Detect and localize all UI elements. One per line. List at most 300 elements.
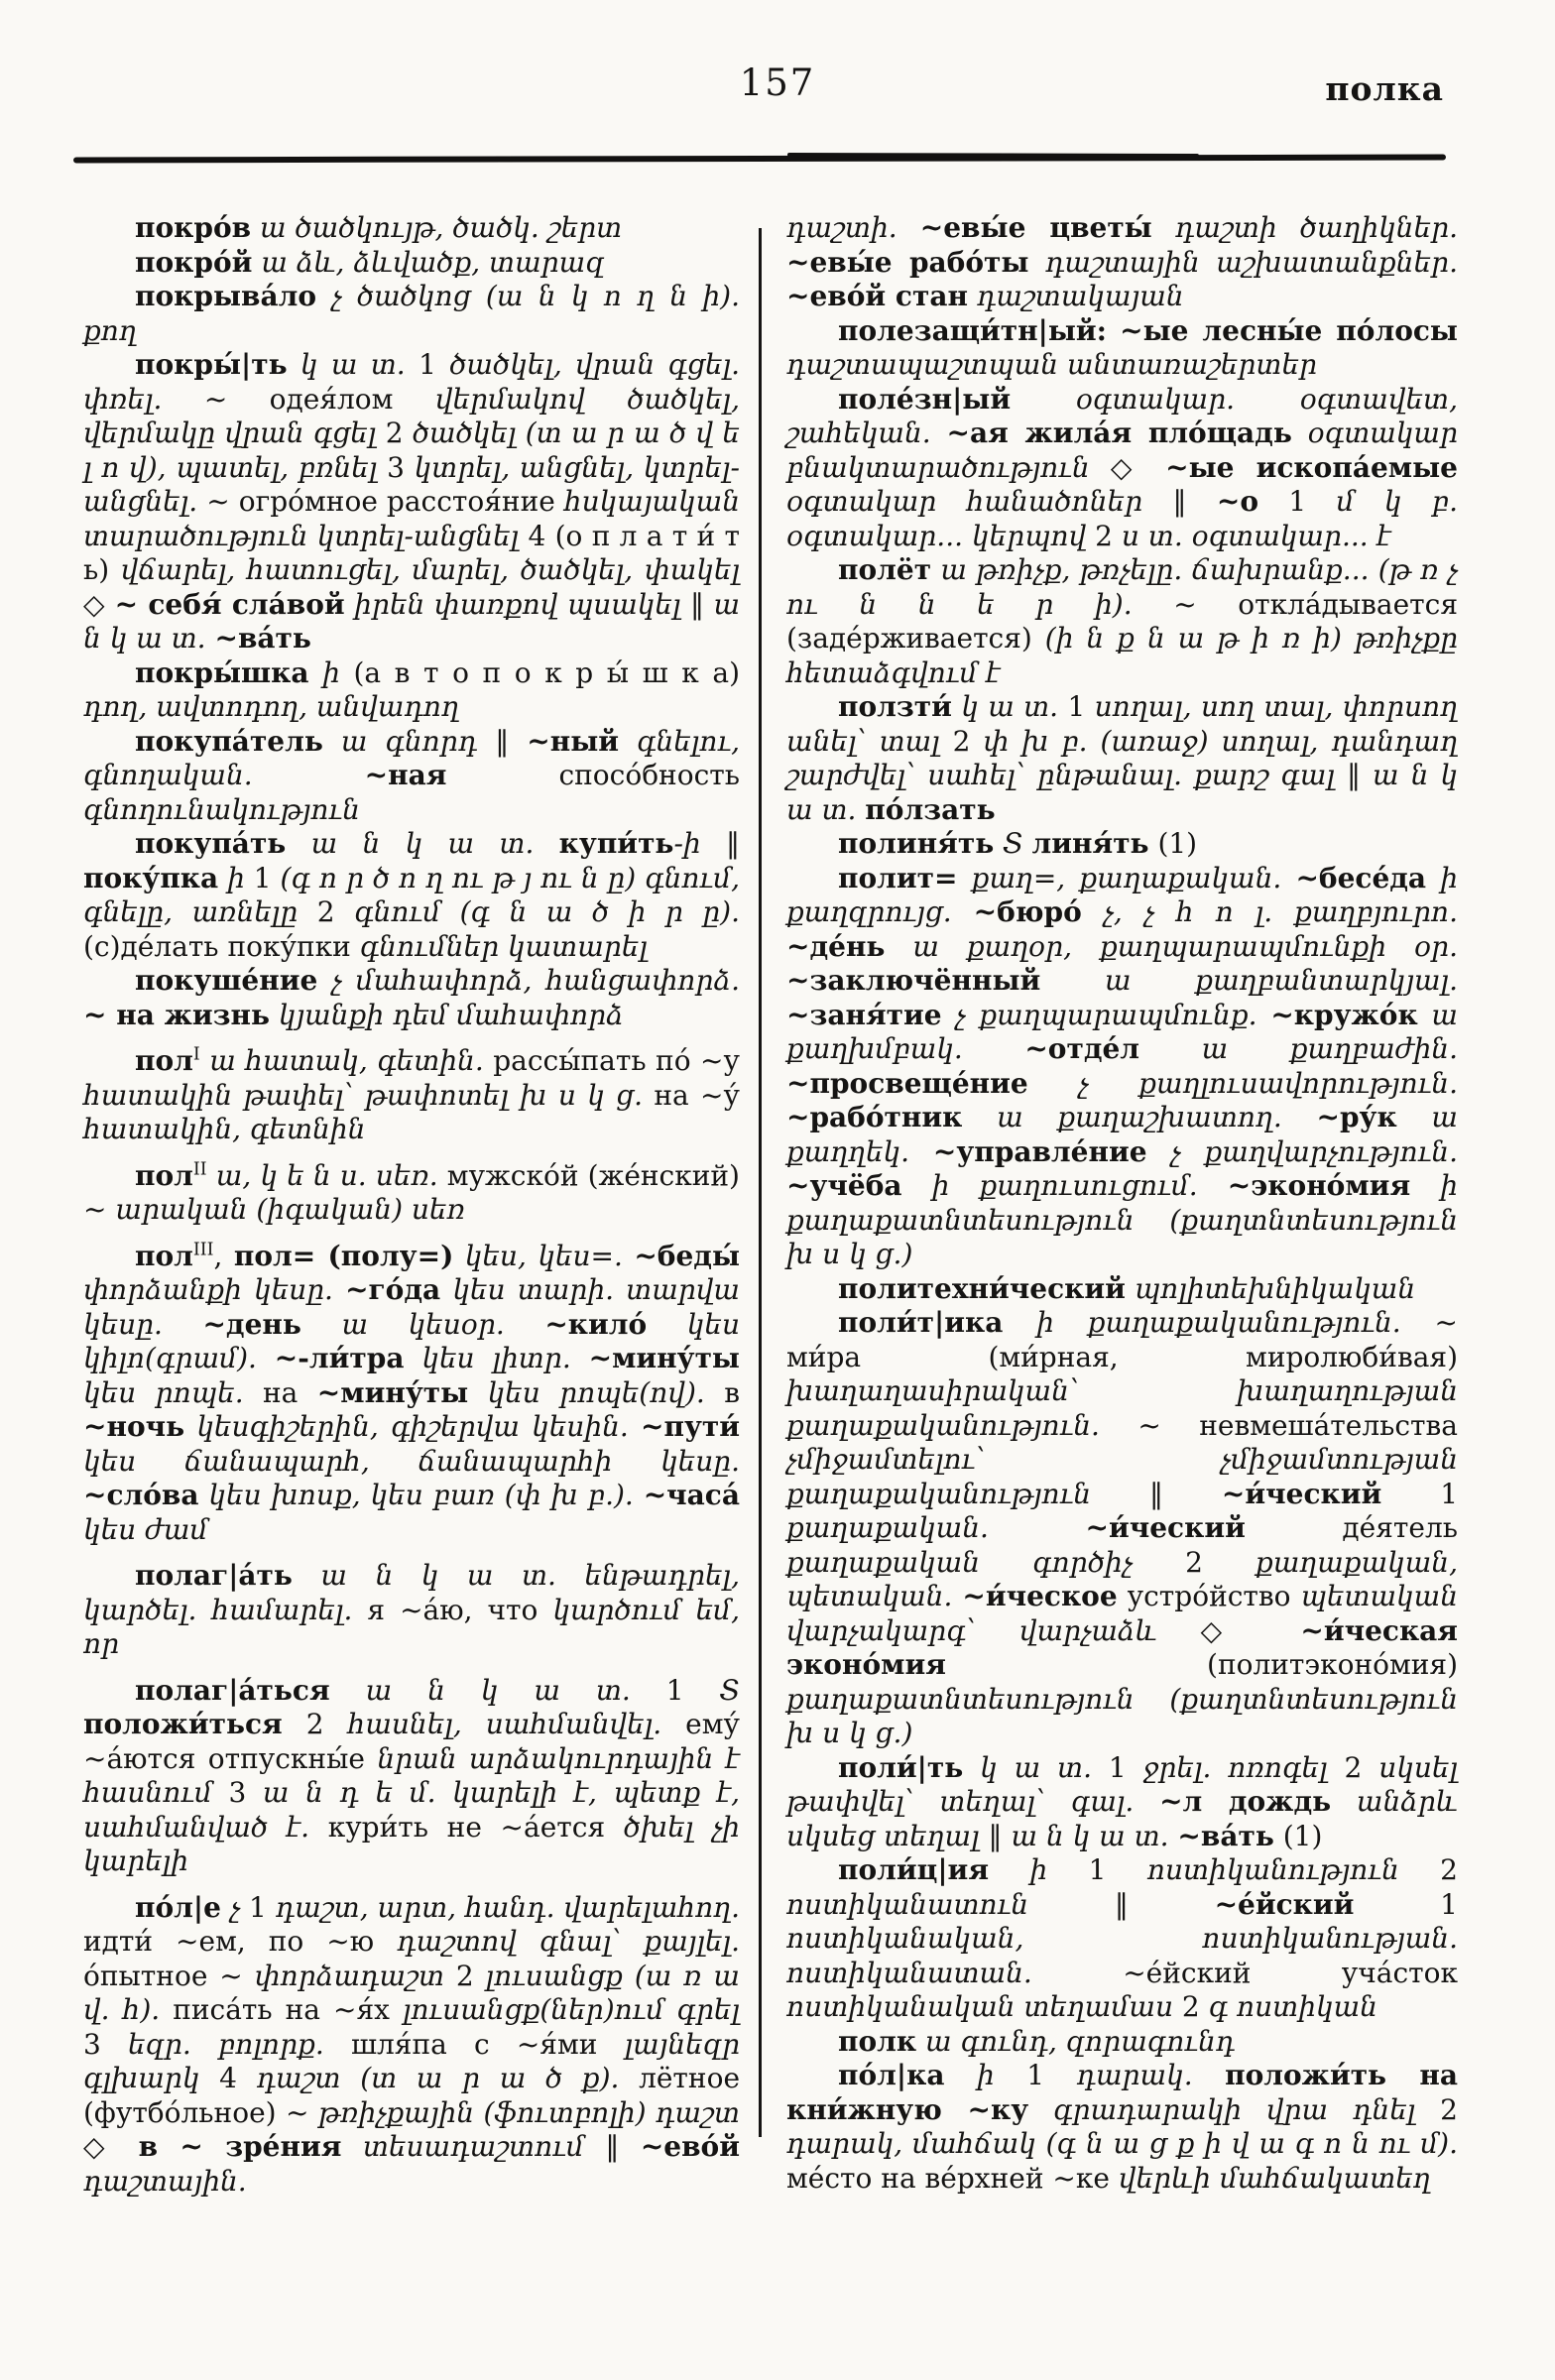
entry-run: ոստիկանատուն xyxy=(786,1887,1115,1921)
entry-run: (1) xyxy=(1148,827,1198,860)
entry-run: ի xyxy=(308,655,354,689)
entry-run: ~ые ископа́емые xyxy=(1165,450,1458,484)
entry-run: ջրել. ոռոգել xyxy=(1142,1750,1345,1784)
entry-run: կ ա տ. xyxy=(963,1750,1109,1784)
entry-run: ~и́ческий xyxy=(1221,1477,1382,1510)
entry-run: կ ա տ. xyxy=(951,690,1068,723)
entry-run: կես ճանապարհ, ճանապարհի կեսը. xyxy=(83,1444,740,1478)
entry-run: կես կիլո(գրամ). xyxy=(83,1307,740,1374)
entry-run: ~день xyxy=(202,1307,301,1341)
entry-run: ա ն կ ա տ. ենթադրել, կարծել. համարել. xyxy=(83,1559,740,1626)
entry-run: положи́ть на кни́жную ~ку xyxy=(786,2059,1459,2126)
entry-run: իրեն փառքով պսակել xyxy=(344,587,690,621)
entry-run: ա ն կ ա տ. xyxy=(786,759,1458,826)
entry-run: ս տ. օգտակար... է xyxy=(1121,519,1391,552)
entry-run: ոստիկանական տեղամաս xyxy=(786,1990,1182,2023)
entry-run: եզր. բոլորք. xyxy=(127,2027,351,2061)
dictionary-entry xyxy=(83,964,740,1032)
entry-run: կես րոպե. xyxy=(83,1375,264,1409)
entry-run: ~отде́л xyxy=(1024,1032,1140,1065)
entry-run: փ խ բ. (առաջ) սողալ, դանդաղ շարժվել՝ սահել՝ ընթանալ. քարշ գալ xyxy=(786,724,1459,791)
entry-run: դաշտային. xyxy=(83,2164,247,2198)
entry-run: տեսադաշտում xyxy=(341,2130,606,2163)
entry-run: չմիջամտելու՝ չմիջամտության քաղաքականություն xyxy=(786,1443,1458,1510)
entry-run: ~мину́ты xyxy=(316,1375,469,1409)
column-divider xyxy=(759,228,762,2137)
entry-run: 2 xyxy=(385,416,413,449)
entry-run: 2 xyxy=(282,1708,348,1740)
dictionary-entry xyxy=(83,348,740,656)
dictionary-entry xyxy=(786,314,1458,383)
entry-run: 4 xyxy=(219,2062,257,2094)
entry-run: 1 xyxy=(1067,690,1095,723)
entry-run: դարակ, մահճակ (գ ն ա ց ք ի վ ա գ ո ն ու մ). xyxy=(786,2127,1458,2160)
entry-run: поку́пка xyxy=(83,861,219,894)
entry-run: թռիչքային (ֆուտբոլի) դաշտ xyxy=(317,2095,740,2129)
entry-run: ~просвеще́ние xyxy=(786,1066,1028,1100)
entry-run: հատակին թափել՝ թափոտել խ ս կ ց. xyxy=(83,1078,655,1112)
entry-run: ա ն կ ա տ. xyxy=(1011,1819,1178,1852)
entry-run: ~ва́ть xyxy=(214,622,311,654)
entry-run: ի xyxy=(989,1853,1089,1886)
entry-run: կտրել, անցնել, կտրել-անցնել. xyxy=(83,450,740,518)
entry-run: 2 xyxy=(1181,1990,1209,2023)
entry-run: չ, չ հ ո լ. քաղբյուրո. xyxy=(1081,895,1458,928)
entry-run: ~рабо́тник xyxy=(786,1101,963,1133)
entry-run: խաղաղասիրական՝ խաղաղության քաղաքականություն. xyxy=(786,1374,1458,1442)
entry-run: линя́ть xyxy=(1031,827,1149,860)
entry-run: ա կեսօր. xyxy=(300,1307,545,1341)
entry-run: կես տարի. տարվա կեսը. xyxy=(83,1273,740,1341)
entry-run: полаг|а́ться xyxy=(135,1673,330,1707)
entry-run: կես լիտր. xyxy=(404,1342,589,1374)
entry-run: покуше́ние xyxy=(135,964,318,997)
entry-run: ի քաղզրույց. xyxy=(786,861,1458,928)
entry-run: ~учёба xyxy=(786,1169,902,1202)
entry-run: վերևի մահճակատեղ xyxy=(1118,2161,1431,2195)
entry-run: ◇ xyxy=(1110,450,1166,484)
entry-run: поли́т|ика xyxy=(838,1306,1004,1339)
entry-run: ~ево́й стан xyxy=(786,280,968,312)
entry-run: ◇ xyxy=(1200,1613,1301,1647)
entry-run: չ քաղպարապմունք. xyxy=(941,998,1271,1031)
entry-run: ա ն դ ե մ. կարելի է, պետք է, սահմանված է. xyxy=(83,1776,740,1844)
entry-run: ~бюро́ xyxy=(973,895,1082,928)
entry-run: գնում (գ ն ա ծ ի ր ը). xyxy=(354,895,741,928)
entry-run: վճարել, հատուցել, մարել, ծածկել, փակել xyxy=(120,553,740,586)
entry-run: Տ xyxy=(719,1673,740,1707)
entry-run: կ ա տ. xyxy=(287,348,419,381)
entry-run: ի քաղաքատնտեսություն (քաղտնտեսություն խ ս կ ց.) xyxy=(786,1169,1458,1270)
dictionary-entry xyxy=(83,280,740,348)
dictionary-entry xyxy=(83,211,740,246)
entry-run: հասնել, սահմանվել. xyxy=(347,1708,686,1740)
entry-run: ~евы́е рабо́ты xyxy=(786,245,1029,279)
entry-run: 1 xyxy=(419,348,450,381)
entry-run: ~заключённый xyxy=(786,964,1041,997)
entry-run: չ քաղվարչություն. xyxy=(1146,1134,1458,1168)
entry-run: положи́ться xyxy=(83,1708,283,1740)
entry-run: արական (իգական) սեռ xyxy=(115,1193,465,1226)
entry-run: ‖ xyxy=(495,724,528,758)
entry-run: ме́сто на ве́рхней ~ке xyxy=(786,2161,1119,2195)
entry-run: пол xyxy=(135,1044,193,1077)
entry-run: չ xyxy=(220,1890,249,1924)
entry-run: սողալ, սող տալ, փորսող անել՝ տալ xyxy=(786,690,1458,758)
entry-run: լայնեզր գլխարկ xyxy=(83,2027,740,2094)
entry-run: II xyxy=(192,1159,207,1180)
entry-run: Տ xyxy=(994,827,1032,860)
entry-run: կեսգիշերին, գիշերվա կեսին. xyxy=(184,1410,641,1443)
entry-run: спосо́бность xyxy=(446,759,740,791)
entry-run: կարծում եմ, որ xyxy=(83,1593,740,1660)
entry-run: ~ ми́ра (ми́рная, миролюби́вая) xyxy=(786,1306,1458,1373)
entry-run: 1 xyxy=(248,1890,276,1924)
dictionary-entry xyxy=(83,827,740,964)
entry-run: покро́й xyxy=(135,245,253,279)
dictionary-entry xyxy=(786,690,1458,827)
entry-run: шля́па с ~я́ми xyxy=(350,2027,625,2061)
entry-run: ա թռիչք, թռչելը. ճախրանք... (թ ռ չ ու ն ն ե ր ի). xyxy=(786,553,1458,621)
entry-run: 2 xyxy=(1344,1750,1379,1784)
dictionary-entry xyxy=(83,1674,740,1879)
entry-run: 2 xyxy=(1185,1545,1256,1579)
entry-run: ~ру́к xyxy=(1316,1101,1397,1133)
dictionary-entry xyxy=(786,553,1458,690)
dictionary-entry xyxy=(786,211,1458,314)
entry-run: չ քաղլուսավորություն. xyxy=(1027,1066,1458,1100)
header-rule xyxy=(73,155,1446,164)
entry-run: ~л дождь xyxy=(1159,1785,1332,1818)
entry-run: ‖ xyxy=(988,1819,1012,1852)
entry-run: դարակ. xyxy=(1076,2059,1226,2091)
entry-run: դաշտ (տ ա ր ա ծ ք). xyxy=(256,2062,640,2094)
entry-run: ~е́йский xyxy=(1214,1887,1355,1921)
entry-run: я ~а́ю, что xyxy=(367,1593,553,1626)
entry-run: III xyxy=(192,1240,214,1260)
entry-run: կյանքի դեմ մահափորձ xyxy=(270,998,624,1031)
dictionary-entry xyxy=(786,827,1458,862)
entry-run: ~беды́ xyxy=(634,1239,741,1272)
entry-run: полк xyxy=(838,2024,917,2058)
entry-run: ա ն կ ա տ. xyxy=(286,827,559,860)
entry-run: пол xyxy=(135,1158,193,1192)
entry-run: (политэконо́мия) xyxy=(945,1648,1458,1681)
entry-run: , xyxy=(213,1239,234,1272)
entry-run: (գ ո ր ծ ո ղ ու թ յ ու ն ը) գնում, գնելը, առնելը xyxy=(83,861,741,928)
entry-run: կես խոսք, կես բառ (փ խ բ.). xyxy=(198,1479,644,1511)
dictionary-entry xyxy=(83,1559,740,1662)
entry-run: ~ невмеша́тельства xyxy=(1137,1408,1458,1442)
entry-run: դաշտ, արտ, հանդ. վարելահող. xyxy=(275,1890,740,1924)
entry-run: 1 xyxy=(1026,2059,1077,2091)
entry-run: ~и́ческий xyxy=(1085,1511,1246,1544)
entry-run: 1 xyxy=(253,861,281,894)
entry-run: ему́ ~а́ются отпускны́е xyxy=(83,1708,740,1775)
entry-run: -ի xyxy=(673,827,726,860)
dictionary-entry xyxy=(786,1272,1458,1307)
entry-run: ա քաղօր, քաղպարապմունքի օր. xyxy=(885,929,1458,963)
entry-run: ~эконо́мия xyxy=(1227,1169,1411,1202)
entry-run: ի xyxy=(218,861,254,894)
entry-run: поли́|ть xyxy=(838,1750,964,1784)
entry-run: 2 xyxy=(1095,519,1122,552)
entry-run: չ ծածկոց (ա ն կ ո ղ ն ի). քող xyxy=(83,280,740,347)
entry-run: полёт xyxy=(838,553,932,586)
entry-run xyxy=(1107,314,1120,347)
entry-run: лётное (футбо́льное) ~ xyxy=(83,2062,741,2129)
entry-run: 3 xyxy=(83,2027,128,2061)
dictionary-entry xyxy=(786,1853,1458,2025)
entry-run: ~ откла́дывается (заде́рживается) xyxy=(786,587,1459,654)
entry-run: 2 xyxy=(1440,1853,1458,1886)
entry-run: ‖ xyxy=(1172,485,1217,518)
entry-run: դաշտապաշտպան անտառաշերտեր xyxy=(786,348,1318,381)
entry-run: ա քաղխմբակ. xyxy=(786,998,1458,1065)
entry-run: ~о xyxy=(1216,485,1258,518)
entry-run: վերմակով ծածկել, վերմակը վրան գցել xyxy=(83,382,740,449)
entry-run: покупа́ть xyxy=(135,827,287,860)
entry-run: լուսանցք(ներ)ում գրել xyxy=(402,1993,740,2026)
dictionary-entry xyxy=(83,1159,740,1228)
entry-run: де́ятель xyxy=(1245,1511,1458,1544)
entry-run: ~ые лесны́е по́лосы xyxy=(1120,313,1459,347)
entry-run: ա ն կ ա տ. xyxy=(329,1673,666,1707)
entry-run: ~ на жизнь xyxy=(83,998,271,1031)
entry-run: լուսանցք (ա ռ ա վ. հ). xyxy=(83,1959,740,2026)
dictionary-entry xyxy=(786,383,1458,554)
entry-run: դաշտակայան xyxy=(967,280,1184,312)
entry-run: ~кружо́к xyxy=(1270,998,1418,1031)
entry-run: դող, ավտոդող, անվադող xyxy=(83,690,459,723)
entry-run: ա քաղբաժին. xyxy=(1139,1032,1458,1065)
entry-run: ~-ли́тра xyxy=(274,1342,405,1374)
entry-run: политехни́ческий xyxy=(838,1271,1126,1305)
entry-run: նրան արձակուրդային է հասնում xyxy=(83,1741,740,1809)
entry-run: 2 xyxy=(455,1959,486,1992)
entry-run: գնումներ կատարել xyxy=(359,929,648,963)
entry-run: идти́ ~ем, по ~ю xyxy=(83,1925,398,1958)
entry-run: քաղաքական, պետական. xyxy=(786,1545,1458,1612)
entry-run: ~ва́ть xyxy=(1177,1819,1274,1852)
entry-run: քաղաքատնտեսություն (քաղտնտեսություն խ ս կ ց.) xyxy=(786,1682,1458,1749)
entry-run: ծխել չի կարելի xyxy=(83,1810,740,1877)
entry-run: ծածկել, վրան գցել. փռել. xyxy=(83,348,741,416)
entry-run: на xyxy=(263,1375,317,1409)
entry-run: 1 xyxy=(1354,1887,1458,1921)
entry-run: в xyxy=(724,1375,740,1409)
entry-run: ‖ xyxy=(726,827,740,860)
entry-run: հսկայական տարածություն կտրել-անցնել xyxy=(83,485,740,552)
entry-run: кури́ть не ~а́ется xyxy=(327,1810,624,1844)
entry-run: քաղաքական. xyxy=(786,1511,1086,1544)
entry-run: քաղաքական գործիչ xyxy=(786,1545,1186,1579)
entry-run: покрыва́ло xyxy=(135,280,317,312)
entry-run: ◇ xyxy=(83,587,115,621)
entry-run: ~ночь xyxy=(83,1410,185,1443)
entry-run: անձրև սկսեց տեղալ xyxy=(786,1785,1459,1852)
entry-run: ծածկել (տ ա ր ա ծ վ ե լ ո վ), պատել, բռնել xyxy=(83,416,741,484)
entry-run: ~мину́ты xyxy=(588,1342,740,1374)
entry-run: կես ժամ xyxy=(83,1512,208,1546)
entry-run: 3 xyxy=(387,450,415,484)
entry-run: на ~у́ xyxy=(654,1078,740,1112)
entry-run: ~бесе́да xyxy=(1295,861,1427,894)
entry-run: ա, կ ե ն ս. սեռ. xyxy=(206,1158,447,1192)
entry-run: ~управле́ние xyxy=(932,1134,1147,1168)
entry-run: ‖ xyxy=(689,587,714,621)
entry-run: 1 xyxy=(1108,1750,1143,1784)
entry-run: ա հատակ, գետին. xyxy=(199,1044,494,1077)
entry-run: փորձանքի կեսը. xyxy=(83,1273,346,1306)
entry-run: ~часа́ xyxy=(643,1479,740,1511)
dictionary-entry xyxy=(786,1306,1458,1751)
entry-run: գրադարակի վրա դնել xyxy=(1028,2092,1441,2126)
entry-run: ~сло́ва xyxy=(83,1479,199,1511)
entry-run: ~е́йский уча́сток xyxy=(1123,1956,1458,1989)
entry-run: о́пытное ~ xyxy=(83,1959,255,1992)
entry-run: ա գնորդ xyxy=(322,724,496,758)
dictionary-entry xyxy=(83,1240,740,1548)
entry-run: ա ձև, ձևվածք, տարազ xyxy=(252,245,605,279)
entry-run: օգտակար հանածոներ xyxy=(786,485,1173,518)
entry-run: կես, կես=. xyxy=(453,1239,635,1272)
left-column xyxy=(83,211,740,2199)
entry-run: ~кило́ xyxy=(544,1307,648,1341)
entry-run: рассы́пать по́ ~у xyxy=(493,1044,740,1077)
entry-run: 1 xyxy=(1088,1853,1147,1886)
entry-run: полит= xyxy=(838,861,958,894)
running-head-keyword: полка xyxy=(1325,69,1444,108)
entry-run: ~ одея́лом xyxy=(203,382,435,416)
entry-run: ոստիկանական, ոստիկանության. ոստիկանատան. xyxy=(786,1922,1458,1989)
entry-run: գնելու, գնողական. xyxy=(83,724,740,791)
entry-run: пол xyxy=(135,1239,193,1272)
entry-run: կես րոպե(ով). xyxy=(468,1375,725,1409)
entry-run: ~пути́ xyxy=(641,1410,740,1443)
entry-run: купи́ть xyxy=(558,827,674,860)
entry-run: ‖ xyxy=(1148,1477,1222,1510)
entry-run: поли́ц|ия xyxy=(838,1853,990,1886)
entry-run: ~ая жила́я пло́щадь xyxy=(946,416,1292,449)
entry-run: ~ный xyxy=(527,724,620,758)
entry-run: ◇ xyxy=(83,2130,139,2163)
entry-run: դաշտի. xyxy=(786,211,920,244)
entry-run: գնողունակություն xyxy=(83,792,360,826)
entry-run: по́л|ка xyxy=(838,2059,945,2091)
entry-run: չ մահափորձ, հանցափորձ. xyxy=(317,964,740,997)
entry-run: ~ огро́мное расстоя́ние xyxy=(206,485,564,518)
entry-run: պետական վարչակարգ՝ վարչաձև xyxy=(786,1580,1458,1647)
entry-run: ~го́да xyxy=(345,1273,441,1306)
entry-run: ա քաղբանտարկյալ. xyxy=(1040,964,1458,997)
entry-run: ի քաղաքականություն. xyxy=(1003,1306,1435,1339)
dictionary-entry xyxy=(83,1891,740,2200)
page-number: 157 xyxy=(739,61,816,104)
entry-run: по́лзать xyxy=(865,792,996,826)
dictionary-entry xyxy=(786,2025,1458,2060)
entry-run: 2 xyxy=(316,895,355,928)
entry-run: ~и́ческая эконо́мия xyxy=(786,1613,1458,1681)
entry-run: ա ծածկույթ, ծածկ. շերտ xyxy=(251,211,623,244)
entry-run: ի xyxy=(944,2059,1027,2091)
entry-run: полаг|а́ть xyxy=(135,1559,293,1592)
entry-run: ա քաղաշխատող. xyxy=(962,1101,1317,1133)
entry-run: покры́|ть xyxy=(135,348,288,381)
entry-run: пол= (полу=) xyxy=(233,1239,454,1272)
entry-run: покры́шка xyxy=(135,655,309,689)
entry-run: 1 xyxy=(665,1673,720,1707)
entry-run: в ~ зре́ния xyxy=(138,2130,342,2163)
entry-run: քաղ=, քաղաքական. xyxy=(957,861,1296,894)
dictionary-entry xyxy=(786,2059,1458,2196)
entry-run: սկսել թափվել՝ տեղալ՝ գալ. xyxy=(786,1750,1458,1818)
entry-run: 2 xyxy=(952,724,984,758)
entry-run: полезащи́тн|ый: xyxy=(838,313,1108,347)
entry-run: ի քաղուսուցում. xyxy=(901,1169,1228,1202)
entry-run: դաշտի ծաղիկներ. xyxy=(1151,211,1458,244)
entry-run: 3 xyxy=(228,1776,263,1809)
entry-run: ‖ xyxy=(1114,1887,1215,1921)
entry-run: 1 xyxy=(1258,485,1337,518)
entry-run: (а в т о п о к р ы́ ш к а) xyxy=(353,655,740,689)
dictionary-entry xyxy=(83,1044,740,1147)
entry-run: ~ная xyxy=(364,759,447,791)
entry-run: (с)де́лать поку́пки xyxy=(83,929,360,963)
entry-run: ‖ xyxy=(1347,759,1374,791)
entry-run: мужско́й (же́нский) ~ xyxy=(83,1158,740,1226)
entry-run: օգտակար. օգտավետ, շահեկան. xyxy=(786,382,1458,449)
right-column xyxy=(786,211,1458,2196)
entry-run: դաշտով գնալ՝ քայլել. xyxy=(397,1925,740,1958)
dictionary-entry xyxy=(786,1751,1458,1854)
entry-run: полиня́ть xyxy=(838,827,995,860)
entry-run: ա ն կ ա տ. xyxy=(83,587,741,654)
entry-run: (ի ն ք ն ա թ ի ռ ի) թռիչքը հետաձգվում է xyxy=(786,622,1458,689)
entry-run: ~заня́тие xyxy=(786,998,942,1031)
dictionary-entry xyxy=(786,862,1458,1272)
entry-run: ползти́ xyxy=(838,690,952,723)
entry-run: ա գունդ, զորագունդ xyxy=(916,2024,1236,2058)
dictionary-entry xyxy=(83,725,740,828)
entry-run: ~ себя́ сла́вой xyxy=(114,587,345,621)
entry-run: ~де́нь xyxy=(786,929,886,963)
entry-run: (1) xyxy=(1273,1819,1323,1852)
entry-run: покупа́тель xyxy=(135,724,323,758)
entry-run: устро́йство xyxy=(1117,1580,1301,1612)
entry-run: писа́ть на ~я́х xyxy=(173,1993,403,2026)
entry-run: փորձադաշտ xyxy=(254,1959,456,1992)
entry-run: 1 xyxy=(1381,1477,1459,1510)
entry-run: ~евы́е цветы́ xyxy=(919,211,1152,244)
entry-run: 4 (о п л а т и́ т ь) xyxy=(83,519,741,586)
entry-run: 2 xyxy=(1440,2092,1458,2126)
entry-run: ոստիկանություն xyxy=(1146,1853,1441,1886)
entry-run: по́л|е xyxy=(135,1890,221,1924)
entry-run: մ կ բ. օգտակար... կերպով xyxy=(786,485,1458,552)
entry-run: դաշտային աշխատանքներ. xyxy=(1028,245,1458,279)
entry-run: ~ево́й xyxy=(640,2130,740,2163)
entry-run: покро́в xyxy=(135,211,252,244)
entry-run: գ ոստիկան xyxy=(1208,1990,1377,2023)
entry-run: ա քաղղեկ. xyxy=(786,1101,1458,1168)
entry-run: օգտակար բնակտարածություն xyxy=(786,416,1458,484)
entry-run: поле́зн|ый xyxy=(838,382,1012,416)
entry-run: պոլիտեխնիկական xyxy=(1125,1271,1416,1305)
dictionary-entry xyxy=(83,656,740,725)
entry-run: ‖ xyxy=(605,2130,641,2163)
entry-run: I xyxy=(192,1044,200,1065)
